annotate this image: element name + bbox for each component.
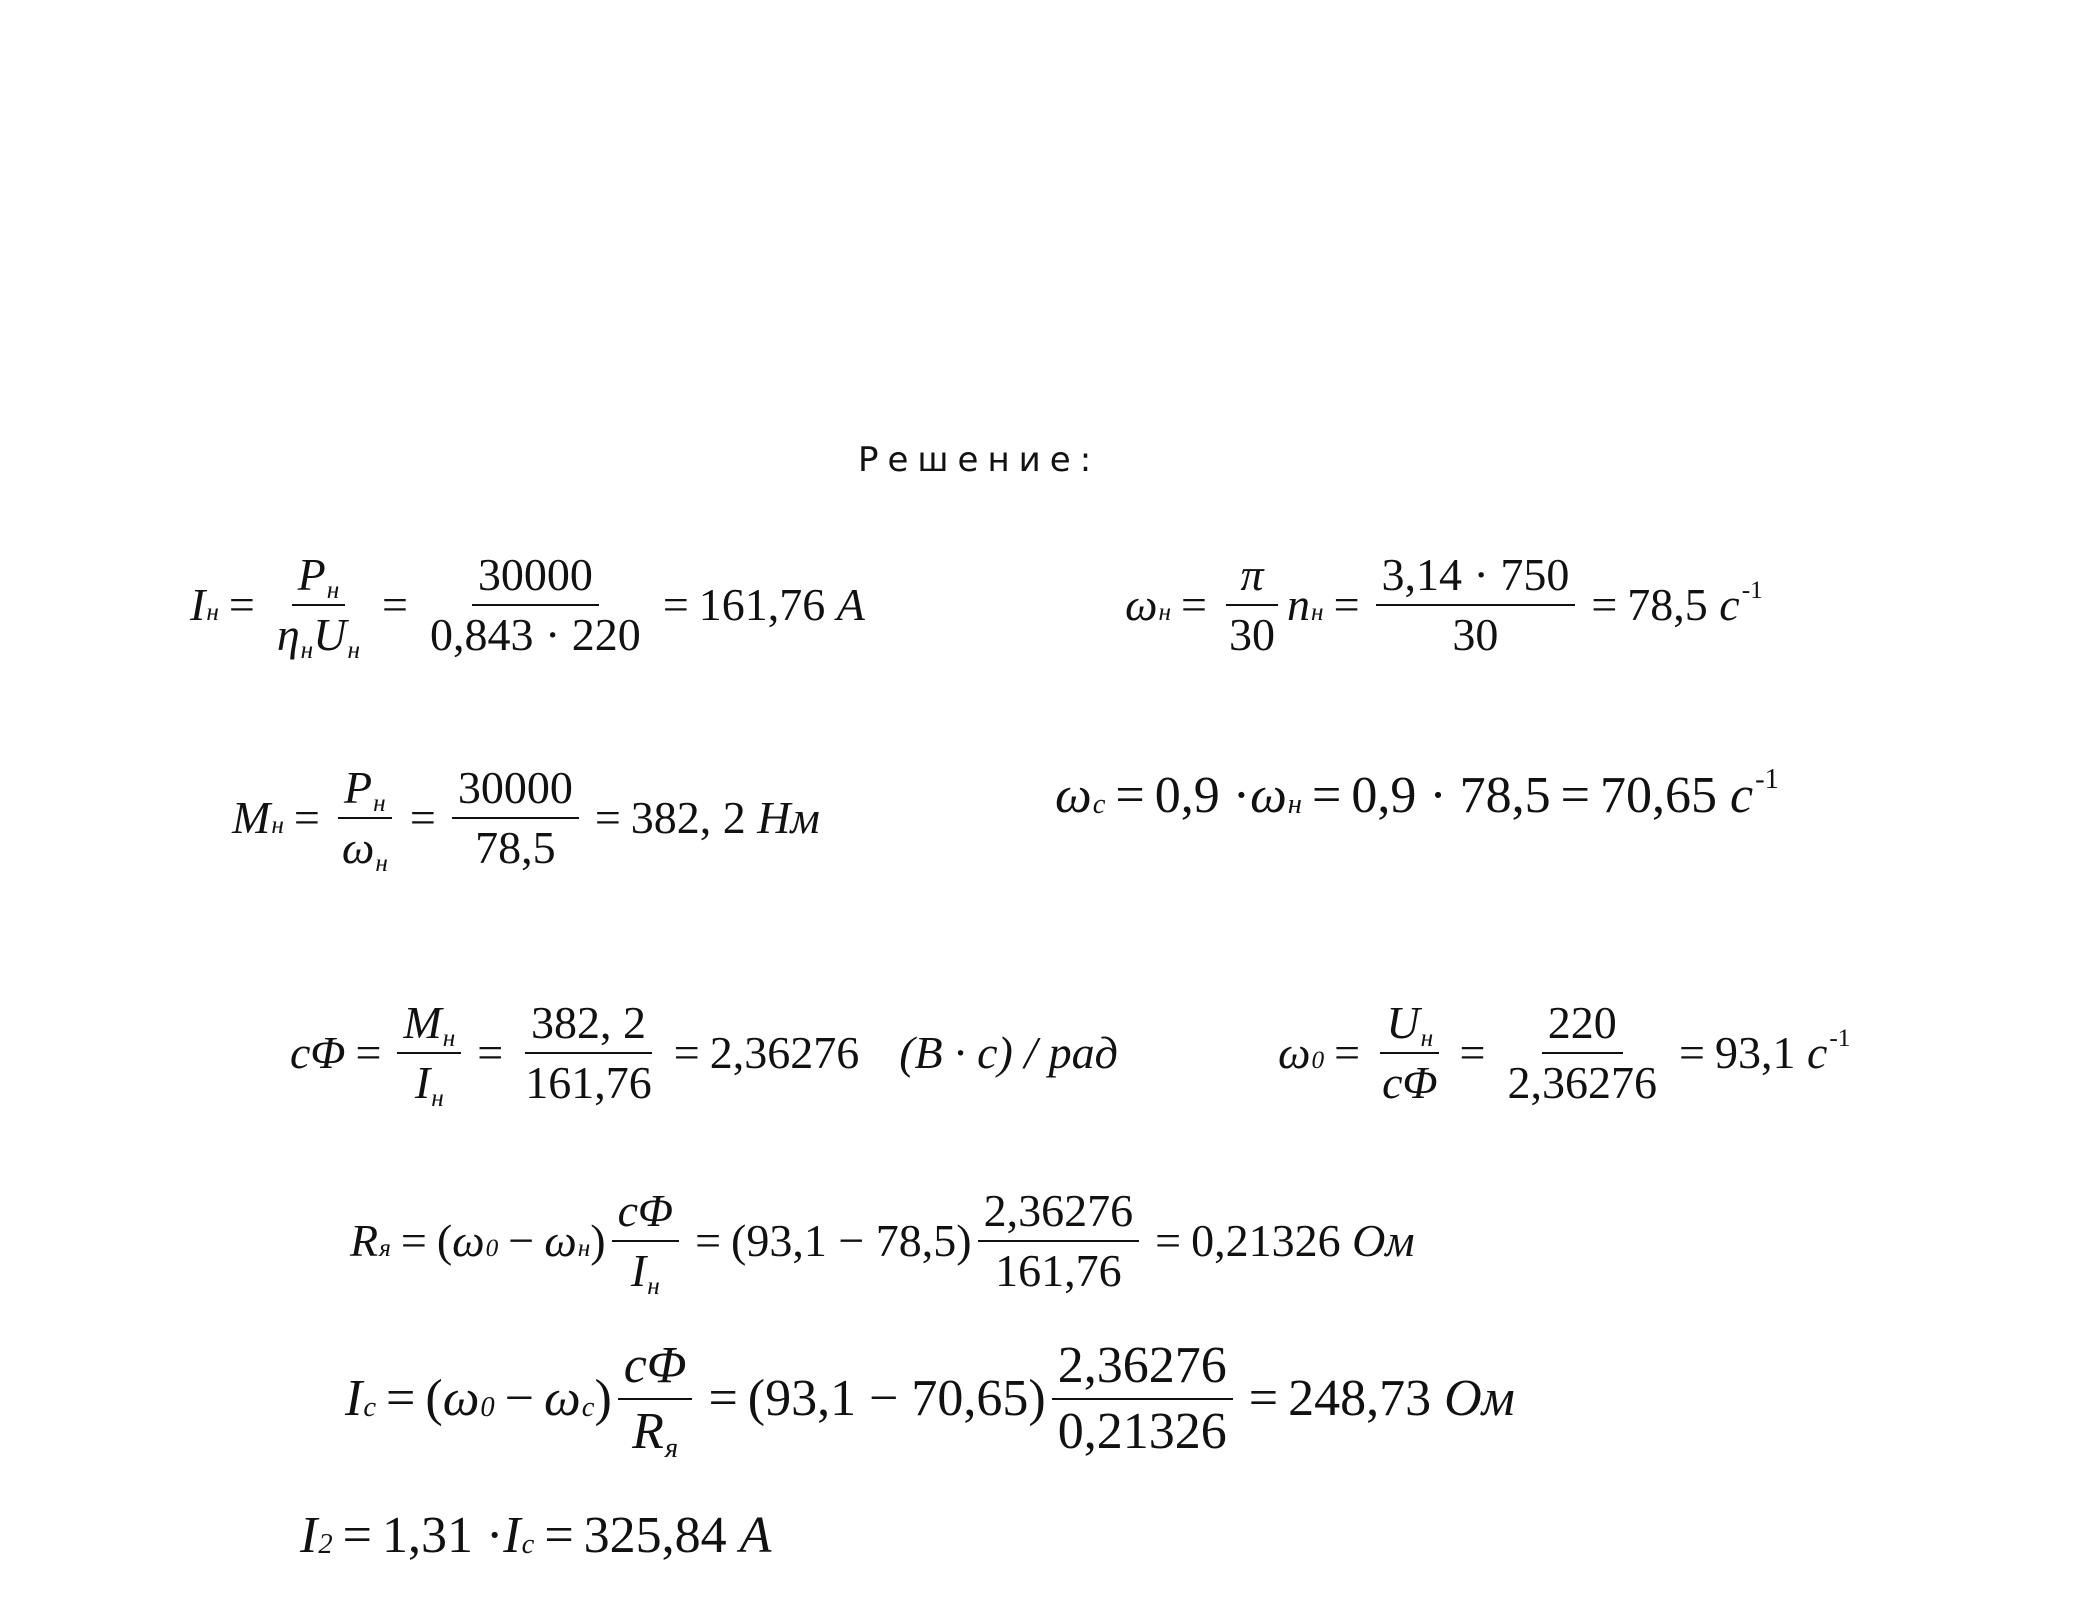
result: 0,21326 — [1191, 1215, 1341, 1266]
expression: 0,9 · — [1154, 767, 1251, 824]
symbol: R — [350, 1215, 379, 1266]
symbol: cΦ — [290, 1027, 346, 1078]
subscript: н — [375, 849, 388, 878]
numerator: 382, 2 — [525, 1000, 652, 1054]
subscript: н — [373, 789, 386, 818]
variable: I — [503, 1507, 521, 1564]
numerator: 2,36276 — [978, 1188, 1140, 1242]
result: 2,36276 — [709, 1027, 860, 1078]
denominator: ω — [341, 822, 375, 873]
subscript: н — [326, 576, 340, 605]
numerator: U — [1386, 997, 1420, 1048]
variable: ω — [452, 1215, 485, 1266]
denominator: 161,76 — [995, 1245, 1122, 1296]
unit: Ом — [1444, 1370, 1515, 1427]
fraction — [618, 1337, 693, 1465]
fraction — [1501, 997, 1663, 1108]
denominator-a: η — [276, 609, 300, 660]
fraction — [424, 549, 647, 660]
numerator: P — [344, 762, 373, 813]
unit: A — [836, 579, 865, 630]
fraction — [1052, 1337, 1233, 1460]
numerator: cΦ — [618, 1340, 693, 1400]
subscript: c — [1092, 788, 1106, 820]
minus: − — [508, 1215, 535, 1266]
formula-ideal-speed: ω 0 = $\frac{Uн}{c\Phi}$ = $\frac{220}{2,36276}$ = 93,1 c -1 — [1278, 997, 1851, 1108]
unit: (B · c) / рад — [899, 1027, 1118, 1078]
symbol: ω — [1125, 579, 1158, 630]
expression: 1,31 · — [381, 1507, 504, 1564]
symbol: M — [232, 792, 271, 843]
superscript: -1 — [1741, 576, 1763, 605]
subscript: н — [300, 636, 314, 665]
result: 93,1 — [1714, 1027, 1796, 1078]
symbol: I — [345, 1370, 363, 1427]
superscript: -1 — [1829, 1024, 1851, 1053]
numerator: 3,14 · 750 — [1376, 552, 1576, 606]
formula-second-current: I 2 = 1,31 · I c = 325,84 A — [300, 1507, 772, 1564]
denominator: 0,843 · 220 — [429, 609, 641, 660]
numerator: 220 — [1542, 1000, 1623, 1054]
numerator: 30000 — [452, 765, 579, 819]
solution-heading: Решение: — [858, 440, 1101, 480]
numerator: P — [297, 549, 326, 600]
formula-rated-current: I н = $\frac{Pн}{\text{ηнUн}}$ = $\frac{30000}{0,843 \cdot 220}$ = 161,76 A — [190, 549, 865, 665]
paren: ) — [590, 1215, 606, 1266]
fraction — [1223, 549, 1281, 660]
subscript: н — [206, 598, 219, 627]
fraction — [271, 549, 366, 665]
subscript: c — [581, 1391, 595, 1423]
denominator: 0,21326 — [1057, 1403, 1227, 1460]
subscript: c — [363, 1391, 377, 1423]
subscript: н — [1158, 598, 1172, 627]
subscript: 0 — [480, 1391, 495, 1423]
numerator: cΦ — [612, 1188, 679, 1242]
fraction — [452, 762, 579, 873]
subscript: 0 — [485, 1234, 499, 1263]
denominator: 161,76 — [525, 1057, 652, 1108]
denominator: I — [414, 1057, 431, 1108]
denominator: 30 — [1452, 609, 1499, 660]
subscript: я — [664, 1433, 679, 1465]
result: 382, 2 — [630, 792, 746, 843]
unit: c — [1729, 767, 1754, 824]
fraction — [336, 762, 394, 878]
symbol: ω — [1278, 1027, 1311, 1078]
minus: − — [504, 1370, 535, 1427]
result: 161,76 — [698, 579, 826, 630]
expression: (93,1 − 78,5) — [731, 1215, 972, 1266]
paren: ( — [436, 1215, 453, 1266]
unit: Нм — [757, 792, 820, 843]
result: 78,5 — [1627, 579, 1708, 630]
numerator: π — [1226, 552, 1278, 606]
symbol: ω — [1055, 767, 1092, 824]
variable: ω — [1250, 767, 1287, 824]
unit: c — [1719, 579, 1740, 630]
formula-flux-constant: cΦ = $\frac{Mн}{Iн}$ = $\frac{382, 2}{161,76}$ = 2,36276 (B · c) / рад — [290, 997, 1118, 1113]
subscript: 0 — [1311, 1046, 1325, 1075]
unit: c — [1806, 1027, 1828, 1078]
formula-operating-speed: ω c = 0,9 · ω н = 0,9 · 78,5 = 70,65 c -1 — [1055, 763, 1779, 824]
formula-load-current: I c = ( ω 0 − ω c ) $\frac{c\Phi}{Rя}$ = (93,1 − 70,65) $\frac{2,36276}{0,21326}$ = 248,73 Ом — [345, 1337, 1515, 1465]
denominator: 2,36276 — [1507, 1057, 1657, 1108]
paren: ) — [594, 1370, 612, 1427]
fraction — [1376, 997, 1443, 1108]
numerator: 2,36276 — [1052, 1340, 1233, 1400]
formula-rated-torque: M н = $\frac{Pн}{\omega н}$ = $\frac{30000}{78,5}$ = 382, 2 Нм — [232, 762, 820, 878]
denominator: cΦ — [1382, 1057, 1438, 1108]
denominator: 30 — [1229, 609, 1275, 660]
subscript: н — [577, 1234, 591, 1263]
subscript: н — [647, 1272, 660, 1301]
expression: (93,1 − 70,65) — [747, 1370, 1046, 1427]
subscript: н — [1311, 598, 1324, 627]
variable: n — [1287, 579, 1310, 630]
symbol: I — [190, 579, 206, 630]
numerator: 30000 — [472, 552, 599, 606]
subscript: н — [271, 811, 284, 840]
subscript: н — [347, 636, 361, 665]
unit: Ом — [1352, 1215, 1415, 1266]
subscript: н — [1287, 788, 1302, 820]
superscript: -1 — [1755, 763, 1779, 795]
subscript: н — [442, 1024, 456, 1053]
subscript: c — [521, 1528, 535, 1560]
paren: ( — [425, 1370, 443, 1427]
fraction — [397, 997, 461, 1113]
fraction — [612, 1185, 679, 1301]
result: 248,73 — [1288, 1370, 1432, 1427]
formula-armature-resistance: R я = ( ω 0 − ω н ) $\frac{c\Phi}{Iн}$ = (93,1 − 78,5) $\frac{2,36276}{161,76}$ = 0,21326 Ом — [350, 1185, 1415, 1301]
subscript: я — [379, 1234, 391, 1263]
subscript: 2 — [318, 1528, 333, 1560]
subscript: н — [1420, 1024, 1434, 1053]
numerator: M — [403, 997, 442, 1048]
fraction — [519, 997, 658, 1108]
result: 70,65 — [1599, 767, 1717, 824]
variable: ω — [544, 1370, 581, 1427]
denominator: I — [630, 1245, 647, 1296]
fraction — [1376, 549, 1576, 660]
denominator: 78,5 — [475, 822, 556, 873]
subscript: н — [431, 1084, 444, 1113]
expression: 0,9 · 78,5 — [1351, 767, 1551, 824]
formula-rated-speed: ω н = $\frac{\pi}{30}$ n н = $\frac{3,14 \cdot 750}{30}$ = 78,5 c -1 — [1125, 549, 1763, 660]
result: 325,84 — [583, 1507, 727, 1564]
fraction — [978, 1185, 1140, 1296]
denominator: R — [632, 1403, 664, 1460]
denominator-b: U — [313, 609, 347, 660]
symbol: I — [300, 1507, 318, 1564]
variable: ω — [544, 1215, 577, 1266]
variable: ω — [442, 1370, 480, 1427]
unit: A — [739, 1507, 772, 1564]
